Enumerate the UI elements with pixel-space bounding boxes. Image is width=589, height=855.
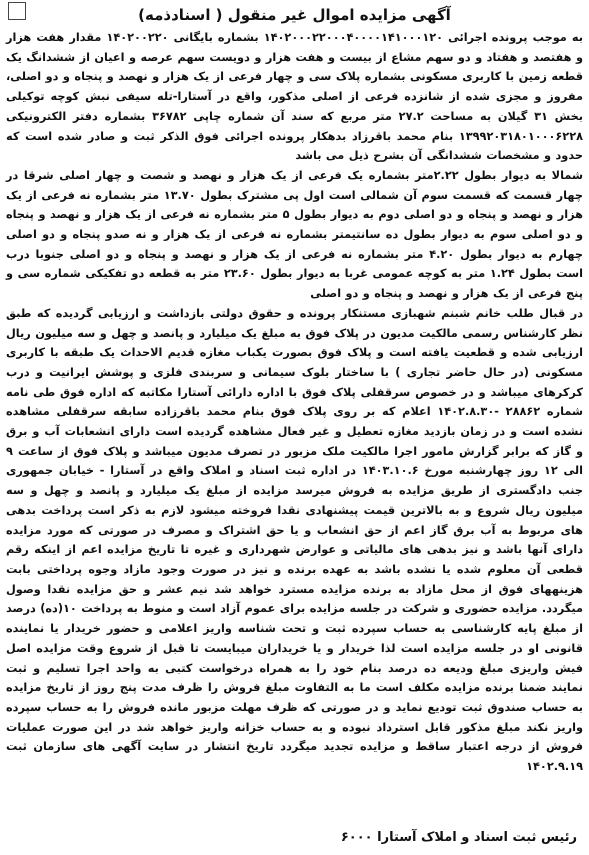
paragraph-boundaries: شمالا به دیوار بطول ۲.۲۲متر بشماره یک فرعی از یک هزار و نهصد و شصت و چهار اصلی شرقا در چهار قسمت که قسمت سوم آن شمالی است اول پی مشترک بطول ۱۳.۷۰ متر بشماره نه فرعی از یک هزار و نهصد و پنجاه و دو اصلی دوم به دیوار بطول ۵ متر بشماره نه فرعی از یک هزار و نهصد و پنجاه و دو اصلی سوم به دیوار بطول ده سانتیمتر بشماره نه فرعی از یک هزار و نه صدو پنجاه و دو اصلی چهارم به دیوار بطول ۴.۲۰ متر بشماره نه فرعی از یک هزار و نهصد و پنجاه و دو اصلی جنوبا درب است بطول ۱.۲۴ متر به کوچه عمومی غربا به دیوار بطول ۲۳.۶۰ متر به قطعه دو تفکیکی شماره سی و پنج فرعی از یک هزار و نهصد و پنجاه و دو اصلی <box>6 168 584 301</box>
corner-box <box>8 2 26 20</box>
notice-title: آگهی مزایده اموال غیر منقول ( اسنادذمه) <box>138 6 451 24</box>
notice-body <box>6 28 583 777</box>
signature: رئیس ثبت اسناد و املاک آستارا ۶۰۰۰ <box>340 830 577 845</box>
paragraph-intro: به موجب پرونده اجرائی ۱۴۰۲۰۰۰۲۲۰۰۰۴۰۰۰۰۱۴۱۰۰۰۱۲۰ بشماره بایگانی ۱۴۰۲۰۰۲۲۰ مقدار هفت هزار و هفتصد و هفتاد و دو سهم مشاع از بیست و هفت هزار و دویست سهم عرصه و اعیان از ششدانگ یک قطعه زمین با کاربری مسکونی بشماره پلاک سی و چهار فرعی از یک هزار و نهصد و پنجاه و دو اصلی، مفروز و مجزی شده از شانزده فرعی از اصلی مذکور، واقع در آستارا-تله سیفی نبش کوچه توکیلی بخش ۳۱ گیلان به مساحت ۲۷.۲ متر مربع که سند آن شماره چاپی ۳۶۷۸۲ بشماره دفتر الکترونیکی ۱۳۹۹۲۰۳۱۸۰۱۰۰۰۶۲۲۸ بنام محمد باقرزاد بدهکار پرونده اجرائی فوق الذکر ثبت و صادر شده است که حدود و مشخصات ششدانگی آن بشرح ذیل می باشد <box>6 31 583 163</box>
paragraph-details: در قبال طلب خانم شبنم شهبازی مستنکار پرونده و حقوق دولتی بازداشت و ارزیابی گردیده که طبق نظر کارشناس رسمی مالکیت مدیون در پلاک فوق به مبلغ یک میلیارد و پانصد و چهل و سه میلیون ریال ارزیابی شده و قطعیت یافته است و پلاک فوق بصورت یکباب مغازه قدیم الاحداث یک طبقه با کاربری مسکونی (در حال حاضر تجاری ) با ساختار بلوک سیمانی و سربندی فلزی و پوشش ایرانیت و درب کرکرهای میباشد و در خصوص سرقفلی پلاک فوق با اداره دارائی آستارا مکاتبه که اداره فوق طی نامه شماره ۲۸۸۶۲ -۱۴۰۲.۸.۳۰ اعلام که بر روی پلاک فوق بنام محمد باقرزاده سابقه سرقفلی مشاهده نشده است و در زمان بازدید مغازه تعطیل و غیر فعال مشاهده گردیده است دارای انشعابات آب و برق و گاز که برابر گزارش مامور اجرا مالکیت ملک مزبور در تصرف مدیون میباشد و پلاک فوق از ساعت ۹ الی ۱۲ روز چهارشنبه مورخ ۱۴۰۳.۱۰.۶ در اداره ثبت اسناد و املاک واقع در آستارا - خیابان جمهوری جنب دادگستری از طریق مزایده به فروش میرسد مزایده از مبلغ یک میلیارد و پانصد و چهل و سه میلیون ریال شروع و به بالاترین قیمت پیشنهادی نقدا فروخته میشود لازم به ذکر است پرداخت بدهی های مربوط به آب برق گاز اعم از حق انشعاب و یا حق اشتراک و مصرف در صورتی که مورد مزایده دارای آنها باشد و نیز بدهی های مالیاتی و عوارض شهرداری و غیره تا تاریخ مزایده اعم از اینکه رقم قطعی آن معلوم شده یا نشده باشد به عهده برنده و نیز در صورت وجود مازاد وجوه پرداختی بابت هزینههای فوق از محل مازاد به برنده مزایده مسترد خواهد شد نیم عشر و حق مزایده نقدا وصول میگردد. مزایده حضوری و شرکت در جلسه مزایده برای عموم آزاد است و منوط به پرداخت ۱۰(ده) درصد از مبلغ پایه کارشناسی به حساب سپرده ثبت و تحت شناسه واریز اعلامی و حضور خریدار یا نماینده قانونی او در جلسه مزایده است لذا خریدار و یا خریداران میبایست تا قبل از شروع وقت مزایده اصل فیش واریزی مبلغ ودیعه ده درصد بنام خود را به همراه درخواست کتبی به واحد اجرا تسلیم و ثبت نمایند ضمنا برنده مزایده مکلف است ما به التفاوت مبلغ فروش را ظرف مدت پنج روز از تاریخ مزایده به حساب صندوق ثبت تودیع نماید و در صورتی که ظرف مهلت مزبور مانده فروش را به حساب سپرده واریز نکند مبلغ مذکور قابل استرداد نبوده و به حساب خزانه واریز خواهد شد در این صورت عملیات فروش از درجه اعتبار ساقط و مزایده تجدید میگردد تاریخ انتشار در سایت آگهی های سازمان ثبت ۱۴۰۲.۹.۱۹ <box>6 306 584 774</box>
